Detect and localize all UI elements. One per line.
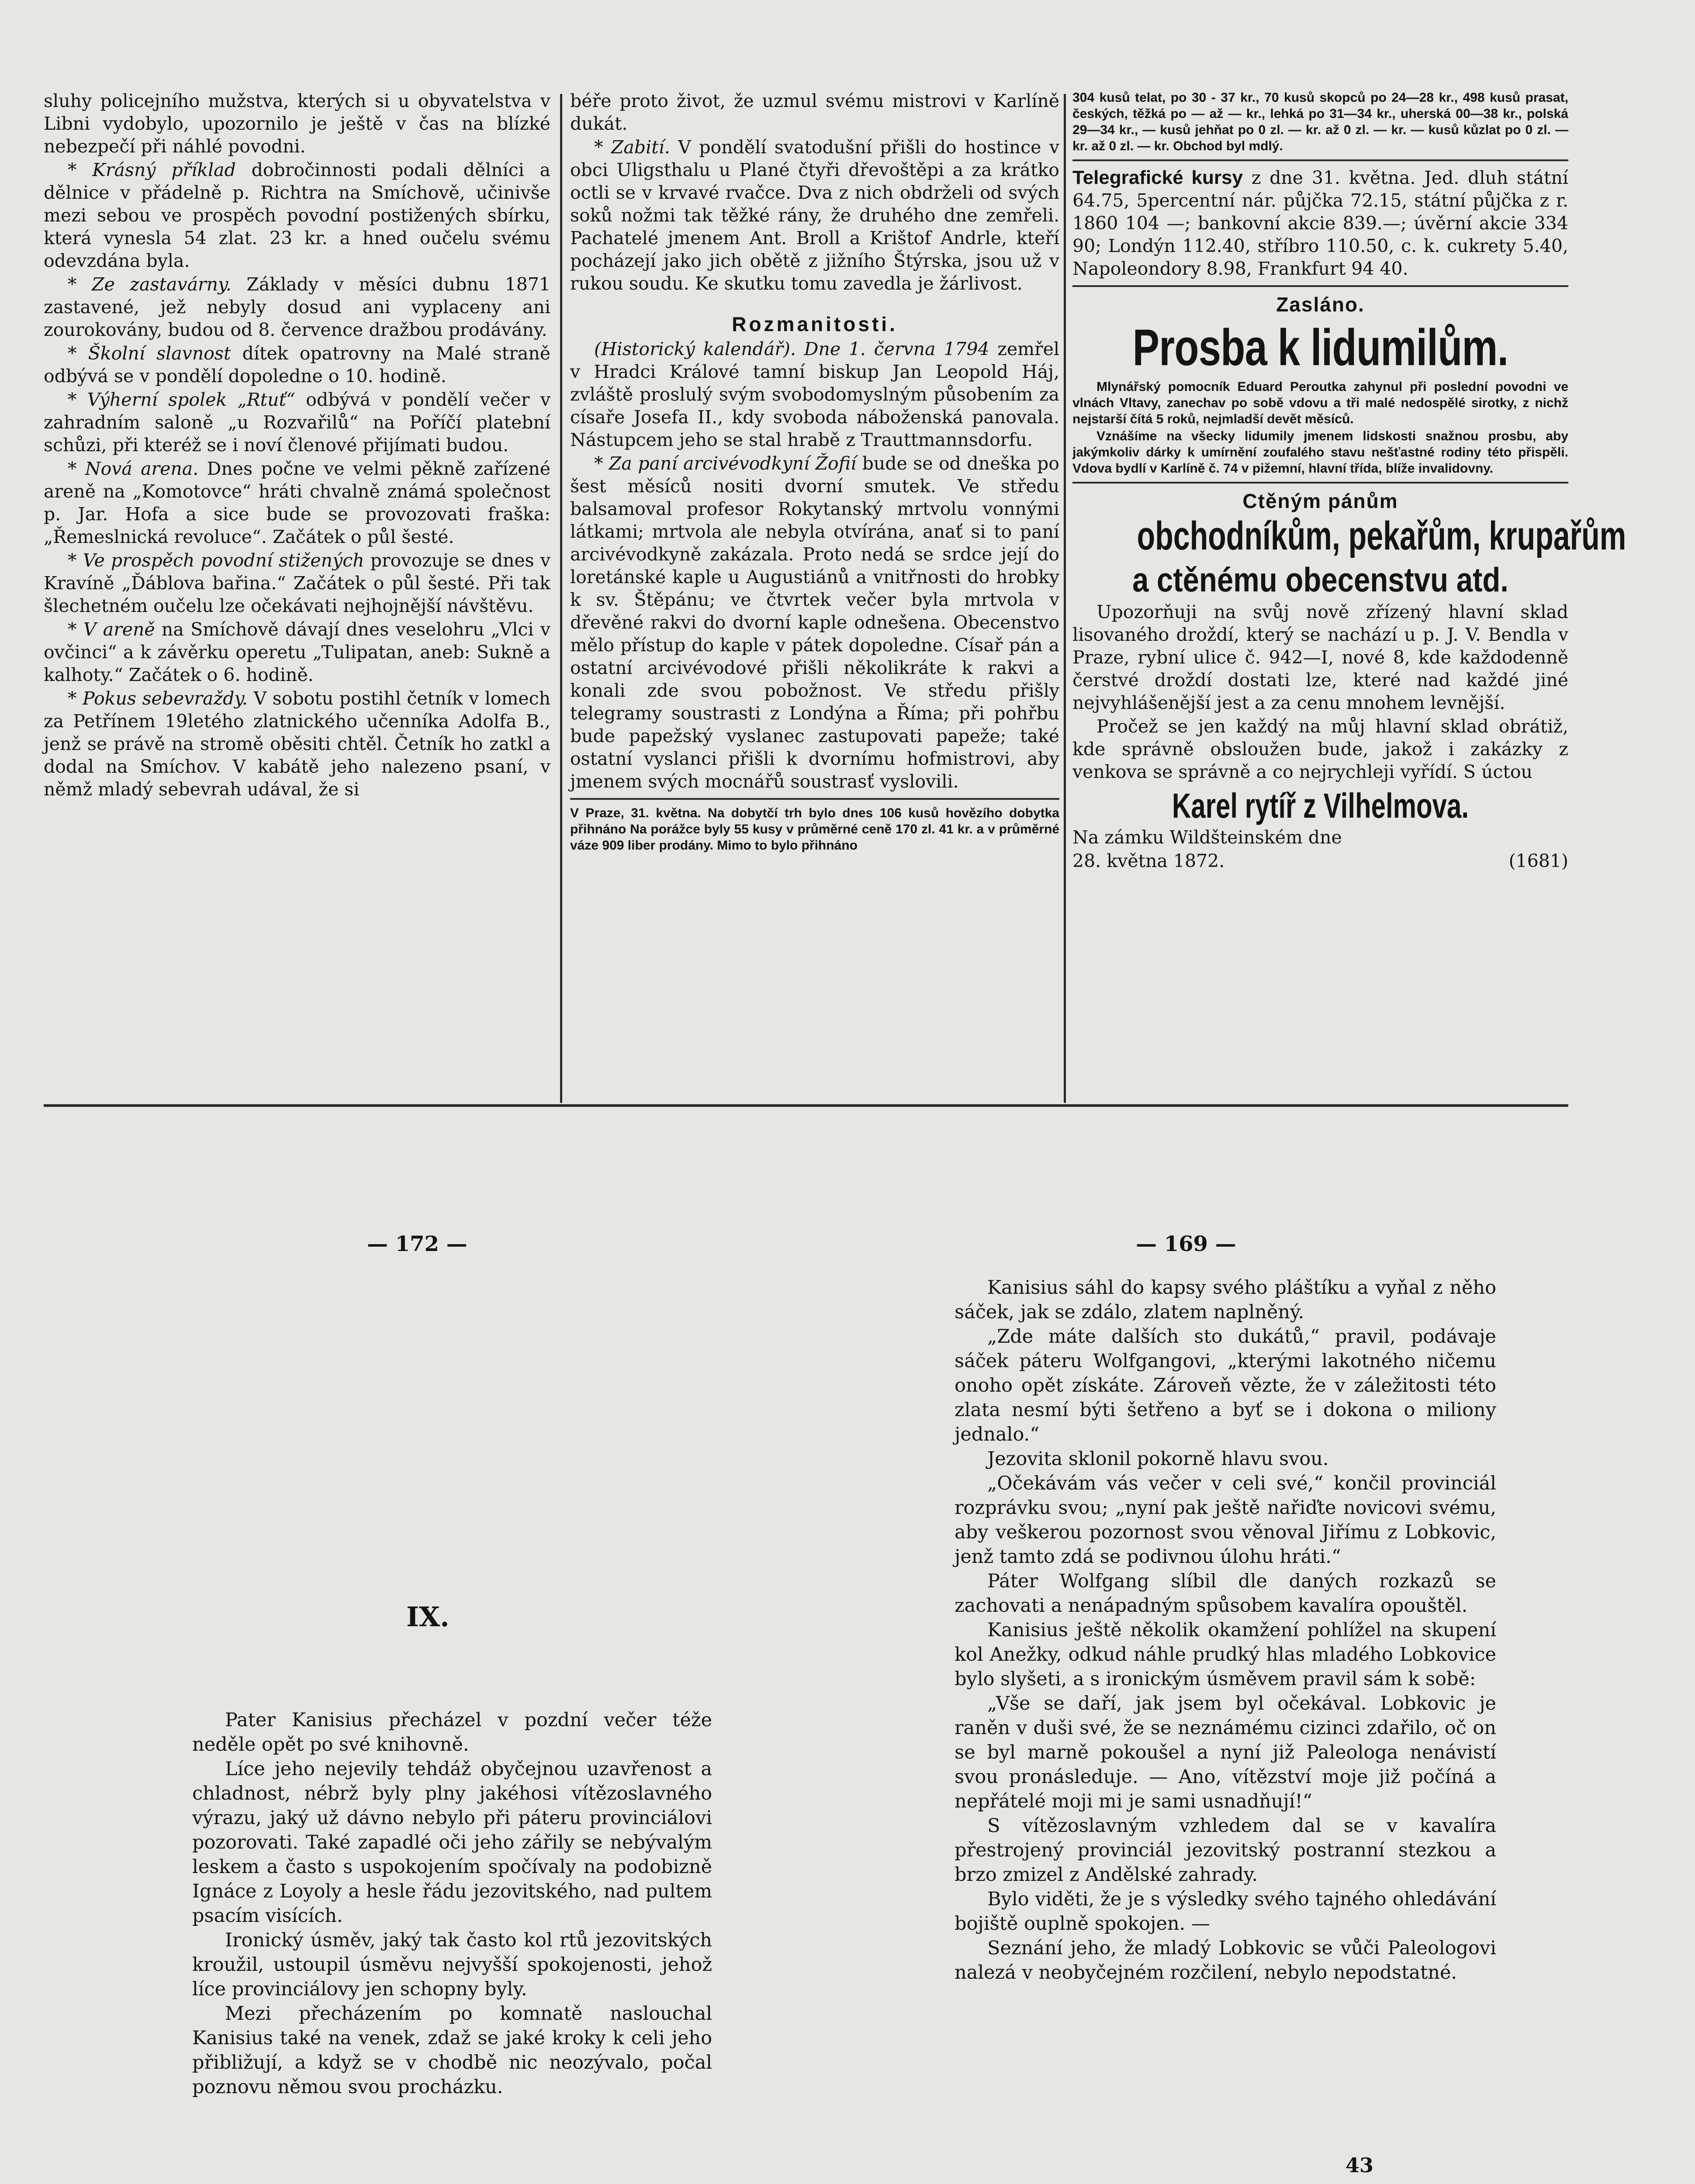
- article-text: béře proto život, že uzmul svému mistrovi v Karlíně dukát.: [570, 90, 1059, 134]
- miscellany-articles: [570, 338, 1059, 793]
- news-article: [44, 457, 550, 548]
- book-text-right: [955, 1275, 1496, 2184]
- article-text: odbývá v pondělí večer v zahradním saloně „u Rozvařilů“ na Poříčí platební schůzi, při kteréž se i noví členové přijímati budou.: [44, 389, 550, 456]
- column-rule: [560, 94, 562, 1103]
- advert-place: Na zámku Wildšteinském dne: [1072, 827, 1342, 848]
- book-paragraph: Jezovita sklonil pokorně hlavu svou.: [987, 1448, 1329, 1470]
- appeal-text: Mlynářský pomocník Eduard Peroutka zahynul při poslední povodni ve vlnách Vltavy, zanechav po sobě vdovu a tři malé nedospělé sirotky, z nichž nejstarší čítá 5 roků, nejmladší devět měsíců.: [1072, 380, 1568, 426]
- news-article: [44, 342, 550, 387]
- page-number-right: — 169 —: [1136, 1232, 1236, 1256]
- article-rubric: * V areně: [68, 619, 155, 640]
- news-article: [570, 452, 1059, 793]
- newspaper-column-1: [44, 90, 550, 1103]
- advert-text: Pročež se jen každý na můj hlavní sklad obrátiž, kde správně obsloužen bude, jakož i zakázky z venkova se správně a co nejrychleji vyřídí. S úctou: [1072, 716, 1568, 782]
- article-text: Základy v měsíci dubnu 1871 zastavené, jež nebyly dosud ani vyplaceny ani zourokovány, budou od 8. července dražbou prodávány.: [44, 274, 550, 340]
- article-rubric: * Za paní arcivévodkyní Žofií: [594, 453, 857, 474]
- appeal-text: Vznášíme na všecky lidumily jmenem lidskosti snažnou prosbu, aby jakýmkoliv dárky k umírnění zoufalého stavu nešťastné rodiny této přispěli. Vdova bydlí v Karlíně č. 74 v pižemní, hlavní třída, blíže invalidovny.: [1072, 429, 1568, 476]
- article-text: bude se od dneška po šest měsíců nositi dvorní smutek. Ve středu balsamoval profesor Rokytanský mrtvolu vonnými látkami; mrtvola ale nebyla otvírána, anať si to paní arcivévodkyně zakázala. Proto nedá se srdce její do loretánské kaple u Augustiánů a vnitřnosti do hrobky k sv. Štěpánu; ve čtvrtek večer byla mrtvola v dřevěné rakvi do dvorní kaple odnešena. Obecenstvo mělo přístup do kaple v pátek dopoledne. Císař pán a ostatní arcivévodové přišli několikráte k rakvi a konali zde svou pobožnost. Ve středu přišly telegramy soustrasti z Londýna a Říma; při pohřbu bude papežský vyslanec zastupovati papeže; také ostatní vyslanci přišli k dvornímu hofmistrovi, aby jmenem svých mocnářů soustrasť vyslovili.: [570, 453, 1059, 792]
- newspaper-column-2: [570, 90, 1059, 1103]
- article-rubric: * Krásný příklad: [68, 159, 236, 180]
- article-rubric: (Historický kalendář). Dne 1. června 1794: [594, 339, 989, 359]
- newspaper-column-3: [1072, 90, 1626, 1103]
- advert-number: (1681): [1508, 850, 1568, 871]
- divider: [1072, 285, 1568, 287]
- news-article: [44, 388, 550, 456]
- book-paragraph: Páter Wolfgang slíbil dle daných rozkazů se zachovati a nenápadným spůsobem kavalíra opouštěl.: [955, 1570, 1496, 1617]
- advert-title: obchodníkům, pekařům, krupařům: [1137, 514, 1626, 558]
- news-article: [570, 338, 1059, 451]
- appeal-title: Prosba k lidumilům.: [1132, 319, 1508, 377]
- news-article: [44, 159, 550, 272]
- article-rubric: * Ve prospěch povodní stižených: [68, 550, 364, 571]
- book-paragraph: Bylo viděti, že je s výsledky svého tajného ohledávání bojiště ouplně spokojen. —: [955, 1888, 1496, 1935]
- book-paragraph: „Vše se daří, jak jsem byl očekával. Lobkovic je raněn v duši své, že se neznámému cizinci zdařilo, oč on se byl marně pokoušel a nyní již Paleologa nenávistí svou pronásleduje. — Ano, vítězství moje již počíná a nepřátelé moji mi je sami usnadňují!“: [955, 1693, 1496, 1812]
- folio-number: 43: [1346, 2153, 1374, 2177]
- zaslano-heading: Zasláno.: [1276, 293, 1365, 316]
- divider: [1072, 482, 1568, 484]
- article-text: V sobotu postihl četník v lomech za Petřínem 19letého zlatnického učenníka Adolfa B., jenž se právě na stromě oběsiti chtěl. Četník ho zatkl a dodal na Smíchov. V kabátě jeho nalezeno psaní, v němž mladý sebevrah udával, že si: [44, 688, 550, 800]
- news-article: [570, 136, 1059, 295]
- horizontal-rule: [44, 1104, 1568, 1107]
- article-text: V pondělí svatodušní přišli do hostince v obci Uligsthalu u Plané čtyři dřevoštěpi a za krátko octli se v krvavé rvačce. Dva z nich obdrželi od svých soků nožmi tak těžké rány, že druhého dne zemřeli. Pachatelé jmenem Ant. Broll a Krištof Andrle, kteří pocházejí jako jich obětě z jižního Štýrska, jsou už v rukou soudu. Ke skutku tomu zavedla je žárlivost.: [570, 137, 1060, 294]
- advert-text: Upozorňuji na svůj nově zřízený hlavní sklad lisovaného droždí, který se nachází u p. J. V. Bendla v Praze, rybní ulice č. 942—I, nové 8, kde každodenně čerstvé droždí dostati lze, které nad každé jiné nejvyhlášenější jest a za cenu mnohem levnější.: [1072, 601, 1568, 713]
- article-text: provozuje se dnes v Kravíně „Ďáblova bařina.“ Začátek o půl šesté. Při tak šlechetném oučelu lze očekávati nejhojnější návštěvu.: [44, 550, 550, 616]
- book-paragraph: S vítězoslavným vzhledem dal se v kavalíra přestrojený provinciál jezovitský postranní stezkou a brzo zmizel z Andělské zahrady.: [955, 1815, 1496, 1886]
- telegraph-rates: [1072, 166, 1568, 280]
- column-rule: [1064, 94, 1066, 1103]
- divider: [570, 798, 1059, 800]
- advert-signature: Karel rytíř z Vilhelmova.: [1172, 786, 1469, 825]
- book-paragraph: Ironický úsměv, jaký tak často kol rtů jezovitských kroužil, ustoupil úsměvu nejvyšší spokojenosti, jehož líce provinciálovy jen schopny byly.: [192, 1929, 712, 2000]
- market-prices: 304 kusů telat, po 30 - 37 kr., 70 kusů skopců po 24—28 kr., 498 kusů prasat, českých, těžká po — až — kr., lehká po 31—34 kr., uherská 00—38 kr., polská 29—34 kr., — kusů jehňat po 0 zl. — kr. až 0 zl. — kr. — kusů kůzlat po 0 zl. — kr. až 0 zl. — kr. Obchod byl mdlý.: [1072, 90, 1568, 153]
- telegraph-heading: Telegrafické kursy: [1072, 167, 1243, 188]
- book-paragraph: Seznání jeho, že mladý Lobkovic se vůči Paleologovi nalezá v neobyčejném rozčilení, nebylo nepodstatné.: [955, 1937, 1496, 1984]
- article-text: dítek opatrovny na Malé straně odbývá se v pondělí dopoledne o 10. hodině.: [44, 343, 550, 387]
- article-rubric: * Výherní spolek „Rtuť“: [68, 389, 295, 410]
- news-article: [44, 618, 550, 686]
- article-rubric: * Nová arena.: [68, 458, 199, 479]
- news-article: [570, 90, 1059, 135]
- article-text: zemřel v Hradci Králové tamní biskup Jan Leopold Háj, zvláště proslulý svým svobodomyslným působením za císaře Josefa II., kdy svoboda náboženská panovala. Nástupcem jeho se stal hrabě z Trauttmannsdorfu.: [570, 339, 1059, 450]
- advert-heading: Ctěným pánům: [1242, 490, 1398, 512]
- page-number-left: — 172 —: [367, 1232, 467, 1256]
- section-heading-rozmanitosti: Rozmanitosti.: [732, 313, 898, 335]
- cattle-market-report: V Praze, 31. května. Na dobytčí trh bylo dnes 106 kusů hovězího dobytka přihnáno Na porážce byly 55 kusy v průměrné ceně 170 zl. 41 kr. a v průměrné váze 909 liber prodány. Mimo to bylo přihnáno: [570, 806, 1059, 853]
- news-article: [44, 90, 550, 158]
- article-rubric: * Ze zastavárny.: [68, 274, 232, 295]
- book-paragraph: „Očekávám vás večer v celi své,“ končil provinciál rozprávku svou; „nyní pak ještě nařiďte novicovi svému, aby veškerou pozornost svou věnoval Jiřímu z Lobkovic, jenž tamto zdá se podivnou úlohu hráti.“: [955, 1472, 1496, 1568]
- divider: [1072, 159, 1568, 161]
- news-article: [44, 273, 550, 341]
- article-rubric: * Pokus sebevraždy.: [68, 688, 248, 709]
- news-article: [44, 687, 550, 801]
- advert-dateline: [1072, 850, 1568, 872]
- local-news-continued: [570, 90, 1059, 295]
- article-rubric: * Školní slavnost: [68, 343, 231, 364]
- article-text: Dnes počne ve velmi pěkně zařízené areně na „Komotovce“ hráti chvalně známá společnost p. Jar. Hofa a sice bude se provozovati fraška: „Řemeslnická revoluce“. Začátek o půl šesté.: [44, 458, 550, 547]
- article-text: sluhy policejního mužstva, kterých si u obyvatelstva v Libni vydobylo, upozornilo je ještě v čas na blízké nebezpečí při náhlé povodni.: [44, 90, 550, 157]
- book-paragraph: Pater Kanisius přecházel v pozdní večer téže neděle opět po své knihovně.: [192, 1709, 712, 1755]
- chapter-heading: IX.: [406, 1601, 450, 1633]
- article-text: na Smíchově dávají dnes veselohru „Vlci v ovčinci“ a k závěrku operetu „Tulipatan, aneb: Sukně a kalhoty.“ Začátek o 6. hodině.: [44, 619, 551, 685]
- telegraph-text: z dne 31. května. Jed. dluh státní 64.75, 5percentní nár. půjčka 72.15, státní půjčka z r. 1860 104 —; bankovní akcie 839.—; úvěrní akcie 334 90; Londýn 112.40, stříbro 110.50, c. k. cukrety 5.40, Napoleondory 8.98, Frankfurt 94 40.: [1072, 167, 1568, 279]
- advert-subtitle: a ctěnému obecenstvu atd.: [1132, 560, 1509, 599]
- advert-date: 28. května 1872.: [1072, 850, 1225, 871]
- book-paragraph: Líce jeho nejevily tehdáž obyčejnou uzavřenost a chladnost, nébrž byly plny jakéhosi vítězoslavného výrazu, jaký už dávno nebylo při páteru provinciálovi pozorovati. Také zapadlé oči jeho zářily se nebývalým leskem a často s uspokojením spočívaly na podobizně Ignáce z Loyoly a hesle řádu jezovitského, nad pultem psacím visících.: [192, 1758, 712, 1927]
- book-paragraph: Kanisius sáhl do kapsy svého pláštíku a vyňal z něho sáček, jak se zdálo, zlatem naplněný.: [955, 1277, 1496, 1323]
- article-rubric: * Zabití.: [594, 137, 670, 158]
- article-text: dobročinnosti podali dělníci a dělnice v přádelně p. Richtra na Smíchově, učinivše mezi sebou ve prospěch povodní postižených sbírku, která vynesla 54 zlat. 23 kr. a hned oučelu svému odevzdána byla.: [44, 159, 551, 271]
- book-paragraph: Mezi přecházením po komnatě naslouchal Kanisius také na venek, zdaž se jaké kroky k celi jeho přibližují, a když se v chodbě nic neozývalo, počal poznovu němou svou procházku.: [192, 2003, 712, 2098]
- book-text-left: [192, 1708, 712, 2123]
- book-paragraph: „Zde máte dalších sto dukátů,“ pravil, podávaje sáček páteru Wolfgangovi, „kterými lakotného ničemu onoho opět získáte. Zároveň vězte, že v záležitosti této zlata nesmí býti šetřeno a byť se i dokona o miliony jednalo.“: [955, 1326, 1496, 1445]
- news-article: [44, 549, 550, 617]
- book-paragraph: Kanisius ještě několik okamžení pohlížel na skupení kol Anežky, odkud náhle prudký hlas mladého Lobkovice bylo slyšeti, a s ironickým úsměvem pravil sám k sobě:: [955, 1619, 1496, 1690]
